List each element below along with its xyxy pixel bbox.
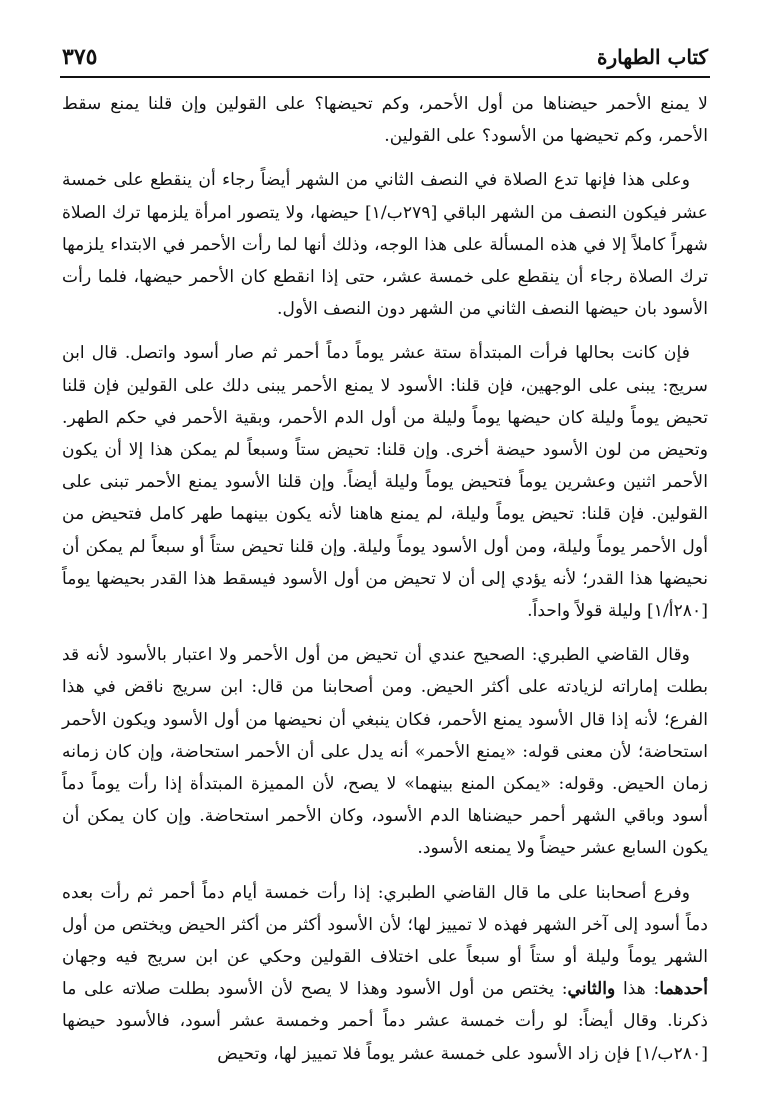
paragraph-5-part-3: : يختص من أول الأسود وهذا لا يصح لأن الأسود بطلت صلاته على ما ذكرنا. وقال أيضاً: لو رأت خمسة عشر دماً أحمر وخمسة عشر أسود، فالأسود حيضها [٢٨٠ب/١] فإن زاد الأسود على خمسة عشر يوماً فلا تمييز لها، وتحيض bbox=[62, 979, 708, 1064]
paragraph-4: وقال القاضي الطبري: الصحيح عندي أن تحيض من أول الأحمر ولا اعتبار بالأسود لأنه قد بطلت إماراته لزيادته على أكثر الحيض. ومن أصحابنا من قال: ابن سريج ناقض في هذا الفرع؛ لأنه إذا قال الأسود يمنع الأحمر، فكان ينبغي أن نحيضها من أول الأسود ويكون الأحمر استحاضة؛ لأن معنى قوله: «يمنع الأحمر» أنه يدل على أن الأحمر استحاضة، وإن كان زمانه زمان الحيض. وقوله: «يمكن المنع بينهما» لا يصح، لأن المميزة المبتدأة إذا رأت يوماً دماً أسود وباقي الشهر أحمر حيضناها الدم الأسود، وكان الأحمر استحاضة. وإن كان يمكن أن يكون السابع عشر حيضاً ولا يمنعه الأسود. bbox=[62, 645, 708, 859]
term-second-view: والثاني bbox=[567, 979, 616, 1000]
header-divider bbox=[60, 76, 710, 78]
paragraph-5-part-1: وفرع أصحابنا على ما قال القاضي الطبري: إذا رأت خمسة أيام دماً أحمر ثم رأت بعده دماً أسود إلى آخر الشهر فهذه لا تمييز لها؛ لأن الأسود أكثر من أكثر الحيض ويختص من أول الشهر يوماً وليلة أو ستاً أو سبعاً على اختلاف القولين وحكي عن ابن سريج فيه وجهان bbox=[62, 882, 708, 968]
running-title: كتاب الطهارة bbox=[597, 45, 708, 69]
main-text bbox=[62, 88, 708, 1070]
paragraph-1: لا يمنع الأحمر حيضناها من أول الأحمر، وكم تحيضها؟ على القولين وإن قلنا يمنع سقط الأحمر، وكم تحيضها من الأسود؟ على القولين. bbox=[62, 94, 708, 147]
paragraph-5 bbox=[62, 877, 708, 1070]
paragraph-5-part-2: : هذا bbox=[615, 979, 660, 1000]
paragraph-3: فإن كانت بحالها فرأت المبتدأة ستة عشر يوماً دماً أحمر ثم صار أسود واتصل. قال ابن سريج: يبنى على الوجهين، فإن قلنا: الأسود لا يمنع الأحمر يبنى دلك على القولين فإن قلنا تحيض يوماً وليلة كان حيضها يوماً وليلة من أول الدم الأحمر، وبقية الأحمر في حكم الطهر. وتحيض من لون الأسود حيضة أخرى. وإن قلنا: تحيض ستاً وسبعاً لم يمكن هذا إلا أن يكون الأحمر اثنين وعشرين يوماً فتحيض يوماً وليلة أيضاً. وإن قلنا الأسود يمنع الأحمر تبنى على القولين. فإن قلنا: تحيض يوماً وليلة، لم يمنع هاهنا لأنه يكون بينهما طهر كامل فتحيض من أول الأحمر يوماً وليلة، ومن أول الأسود يوماً وليلة. وإن قلنا تحيض ستاً أو سبعاً لم يمكن أن نحيضها هذا القدر؛ لأنه يؤدي إلى أن لا تحيض من أول الأسود فيسقط هذا القدر بحيضها يوماً [٢٨٠أ/١] وليلة قولاً واحداً. bbox=[62, 343, 708, 622]
term-first-view: أحدهما bbox=[659, 979, 708, 1000]
page-header bbox=[62, 42, 708, 78]
paragraph-2: وعلى هذا فإنها تدع الصلاة في النصف الثاني من الشهر أيضاً رجاء أن ينقطع على خمسة عشر فيكون النصف من الشهر الباقي [٢٧٩ب/١] حيضها، ولا يتصور امرأة يلزمها ترك الصلاة شهراً كاملاً إلا في هذه المسألة على هذا الوجه، وذلك أنها لما رأت الأحمر في الابتداء يلزمها ترك الصلاة رجاء أن ينقطع على خمسة عشر، حتى إذا انقطع كان الأحمر حيضها، فلما رأت الأسود بان حيضها النصف الثاني من الشهر دون النصف الأول. bbox=[62, 170, 708, 320]
page-number: ٣٧٥ bbox=[62, 44, 98, 70]
